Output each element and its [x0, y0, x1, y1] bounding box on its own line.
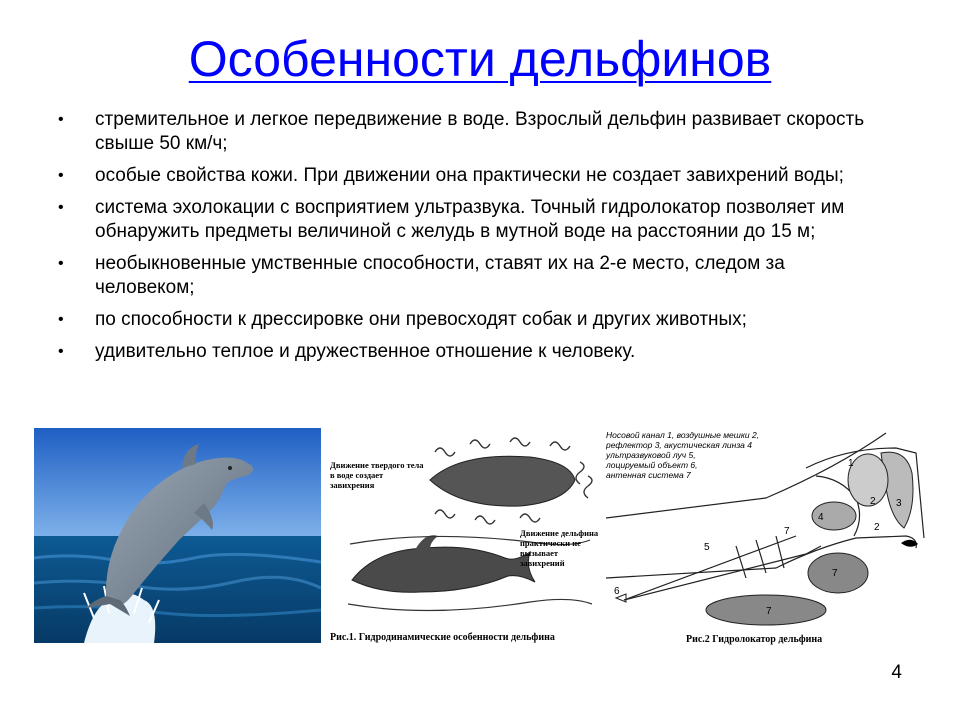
- bullet-text: удивительно теплое и дружественное отношение к человеку.: [95, 341, 636, 362]
- sonar-number-2b: 2: [874, 522, 880, 533]
- bullet-text: необыкновенные умственные способности, ставят их на 2-е место, следом за человеком;: [95, 253, 785, 298]
- figure1-caption: Рис.1. Гидродинамические особенности дельфина: [330, 632, 555, 643]
- sonar-legend-line: ультразвуковой луч 5,: [606, 450, 696, 460]
- sonar-number-1: 1: [848, 458, 854, 469]
- sonar-legend-line: лоцируемый объект 6,: [606, 460, 698, 470]
- page-number: 4: [891, 662, 902, 683]
- sonar-number-7b: 7: [832, 568, 838, 579]
- sonar-number-7c: 7: [766, 606, 772, 617]
- bullet-item: [58, 340, 888, 364]
- sonar-legend-line: рефлектор 3, акустическая линза 4: [606, 440, 752, 450]
- bullet-item: [58, 164, 888, 188]
- dolphin-photo: [34, 428, 321, 643]
- figure-sonar: [606, 428, 928, 650]
- sonar-legend-line: антенная система 7: [606, 470, 691, 480]
- sonar-number-6: 6: [614, 586, 620, 597]
- figure-hydrodynamics: [330, 432, 600, 647]
- sonar-legend: [606, 430, 806, 480]
- bullet-text: по способности к дрессировке они превосходят собак и других животных;: [95, 309, 747, 330]
- bullet-item: [58, 308, 888, 332]
- sonar-number-7a: 7: [784, 526, 790, 537]
- bullet-item: [58, 252, 888, 300]
- figure1-label-solid: Движение твердого тела в воде создает завихрения: [330, 460, 424, 490]
- bullet-text: стремительное и легкое передвижение в воде. Взрослый дельфин развивает скорость свыше 50 км/ч;: [95, 109, 865, 154]
- dolphin-photo-illustration: [34, 428, 321, 643]
- bullet-dot: •: [58, 167, 64, 184]
- bullet-dot: •: [58, 111, 64, 128]
- bullet-text: особые свойства кожи. При движении она практически не создает завихрений воды;: [95, 165, 844, 186]
- sonar-number-4: 4: [818, 512, 824, 523]
- sonar-number-2: 2: [870, 496, 876, 507]
- bullet-dot: •: [58, 343, 64, 360]
- figure2-caption: Рис.2 Гидролокатор дельфина: [686, 634, 823, 645]
- bullet-dot: •: [58, 255, 64, 272]
- sonar-legend-line: Носовой канал 1, воздушные мешки 2,: [606, 430, 760, 440]
- slide-title: Особенности дельфинов: [188, 31, 772, 87]
- sonar-number-3: 3: [896, 498, 902, 509]
- bullet-dot: •: [58, 199, 64, 216]
- bullet-list: [58, 108, 888, 372]
- bullet-dot: •: [58, 311, 64, 328]
- bullet-item: [58, 108, 888, 156]
- sonar-number-5: 5: [704, 542, 710, 553]
- figure1-label-dolphin: Движение дельфина практически не вызывает завихрений: [520, 528, 599, 568]
- bullet-text: система эхолокации с восприятием ультразвука. Точный гидролокатор позволяет им обнаружить предметы величиной с желудь в мутной воде на расстоянии до 15 м;: [95, 197, 845, 242]
- bullet-item: [58, 196, 888, 244]
